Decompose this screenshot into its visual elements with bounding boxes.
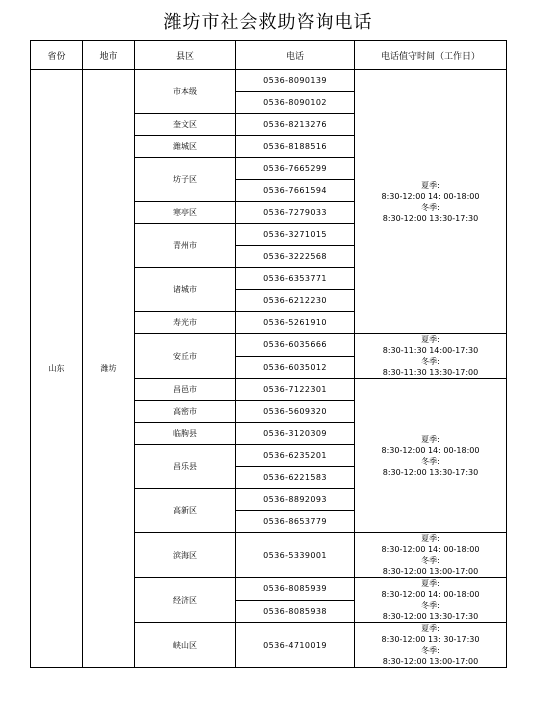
district-cell: 昌乐县 [135,445,236,489]
district-cell: 昌邑市 [135,379,236,401]
district-cell: 青州市 [135,224,236,268]
hours-cell: 夏季: 8:30-12:00 14: 00-18:00 冬季: 8:30-12:00 13:00-17:00 [355,533,507,578]
phone-cell: 0536-6035012 [236,356,355,379]
hours-cell: 夏季: 8:30-12:00 14: 00-18:00 冬季: 8:30-12:00 13:30-17:30 [355,578,507,623]
header-city: 地市 [83,41,135,70]
city-cell: 潍坊 [83,70,135,668]
district-cell: 经济区 [135,578,236,623]
contact-table [30,40,507,668]
district-cell: 寒亭区 [135,202,236,224]
page-title: 潍坊市社会救助咨询电话 [163,12,373,33]
phone-cell: 0536-5339001 [236,533,355,578]
hours-cell: 夏季: 8:30-12:00 13: 30-17:30 冬季: 8:30-12:00 13:00-17:00 [355,623,507,668]
header-hours: 电话值守时间（工作日） [355,41,507,70]
header-province: 省份 [31,41,83,70]
hours-cell: 夏季: 8:30-12:00 14: 00-18:00 冬季: 8:30-12:00 13:30-17:30 [355,379,507,533]
phone-cell: 0536-8090102 [236,92,355,114]
phone-cell: 0536-6353771 [236,268,355,290]
phone-cell: 0536-3271015 [236,224,355,246]
district-cell: 坊子区 [135,158,236,202]
phone-cell: 0536-7661594 [236,180,355,202]
phone-cell: 0536-7279033 [236,202,355,224]
district-cell: 峡山区 [135,623,236,668]
phone-cell: 0536-3222568 [236,246,355,268]
phone-cell: 0536-6035666 [236,334,355,357]
phone-cell: 0536-6235201 [236,445,355,467]
district-cell: 潍城区 [135,136,236,158]
district-cell: 诸城市 [135,268,236,312]
district-cell: 临朐县 [135,423,236,445]
phone-cell: 0536-8653779 [236,511,355,533]
phone-cell: 0536-5609320 [236,401,355,423]
phone-cell: 0536-5261910 [236,312,355,334]
phone-cell: 0536-7122301 [236,379,355,401]
table-row [31,70,507,92]
district-cell: 奎文区 [135,114,236,136]
province-cell: 山东 [31,70,83,668]
phone-cell: 0536-8188516 [236,136,355,158]
phone-cell: 0536-6221583 [236,467,355,489]
header-district: 县区 [135,41,236,70]
phone-cell: 0536-8085938 [236,600,355,623]
phone-cell: 0536-3120309 [236,423,355,445]
district-cell: 寿光市 [135,312,236,334]
header-row [31,41,507,70]
district-cell: 滨海区 [135,533,236,578]
district-cell: 高新区 [135,489,236,533]
district-cell: 安丘市 [135,334,236,379]
phone-cell: 0536-6212230 [236,290,355,312]
phone-cell: 0536-8090139 [236,70,355,92]
header-phone: 电话 [236,41,355,70]
phone-cell: 0536-4710019 [236,623,355,668]
phone-cell: 0536-8085939 [236,578,355,601]
hours-cell: 夏季: 8:30-12:00 14: 00-18:00 冬季: 8:30-12:00 13:30-17:30 [355,70,507,334]
hours-cell: 夏季: 8:30-11:30 14:00-17:30 冬季: 8:30-11:30 13:30-17:00 [355,334,507,379]
phone-cell: 0536-8213276 [236,114,355,136]
district-cell: 高密市 [135,401,236,423]
phone-cell: 0536-8892093 [236,489,355,511]
district-cell: 市本级 [135,70,236,114]
phone-cell: 0536-7665299 [236,158,355,180]
